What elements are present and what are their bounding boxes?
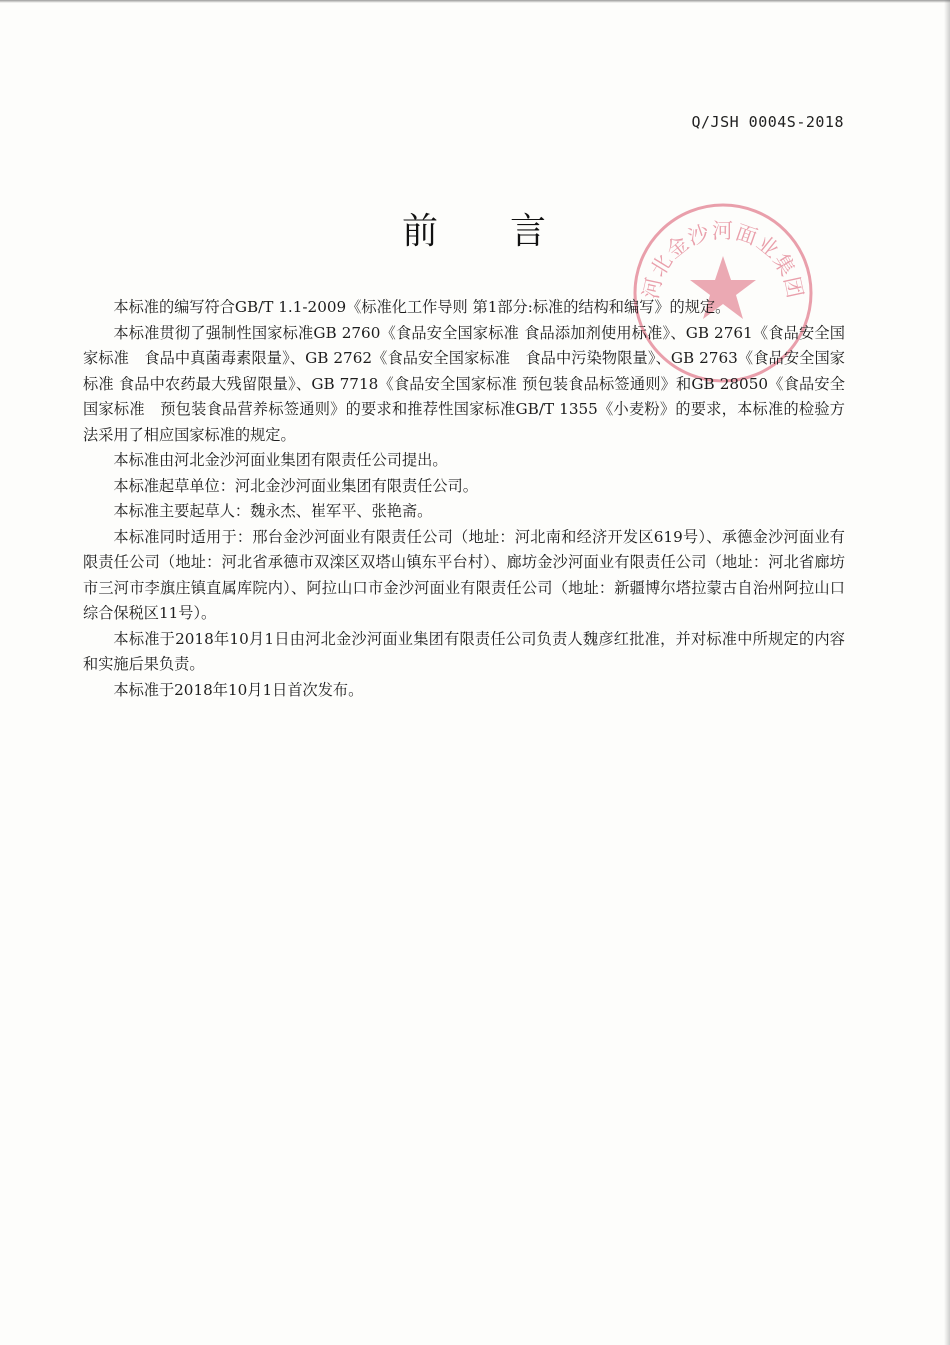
paragraph-1: 本标准的编写符合GB/T 1.1-2009《标准化工作导则 第1部分:标准的结构和编写》的规定。 <box>113 298 731 316</box>
paragraph-2: 本标准贯彻了强制性国家标准GB 2760《食品安全国家标准 食品添加剂使用标准》、GB 2761《食品安全国家标准 食品中真菌毒素限量》、GB 2762《食品安全国家标准 食品中污染物限量》、GB 2763《食品安全国家标准 食品中农药最大残留限量》、GB 7718《食品安全国家标准 预包装食品标签通则》和GB 28050《食品安全国家标准 预包装食品营养标签通则》的要求和推荐性国家标准GB/T 1355《小麦粉》的要求，本标准的检验方法采用了相应国家标准的规定。 <box>83 323 845 444</box>
paragraph-5: 本标准主要起草人：魏永杰、崔军平、张艳斋。 <box>113 502 433 520</box>
seal-text: 河北金沙河面业集团 <box>638 219 808 302</box>
paragraph-7: 本标准于2018年10月1日由河北金沙河面业集团有限责任公司负责人魏彦红批准，并对标准中所规定的内容和实施后果负责。 <box>83 629 845 673</box>
scan-edge-top <box>0 0 950 3</box>
paragraph-8: 本标准于2018年10月1日首次发布。 <box>113 680 364 699</box>
preface-body <box>83 295 845 703</box>
scan-edge-right <box>944 0 950 1345</box>
paragraph-6: 本标准同时适用于：邢台金沙河面业有限责任公司（地址：河北南和经济开发区619号）、承德金沙河面业有限责任公司（地址：河北省承德市双滦区双塔山镇东平台村）、廊坊金沙河面业有限责任公司（地址：河北省廊坊市三河市李旗庄镇直属库院内）、阿拉山口市金沙河面业有限责任公司（地址：新疆博尔塔拉蒙古自治州阿拉山口综合保税区11号）。 <box>83 527 845 622</box>
title-char-2: 言 <box>510 211 549 252</box>
title-char-1: 前 <box>401 211 440 252</box>
paragraph-4: 本标准起草单位：河北金沙河面业集团有限责任公司。 <box>113 476 478 495</box>
paragraph-3: 本标准由河北金沙河面业集团有限责任公司提出。 <box>113 451 448 469</box>
document-code: Q/JSH 0004S-2018 <box>691 113 844 131</box>
